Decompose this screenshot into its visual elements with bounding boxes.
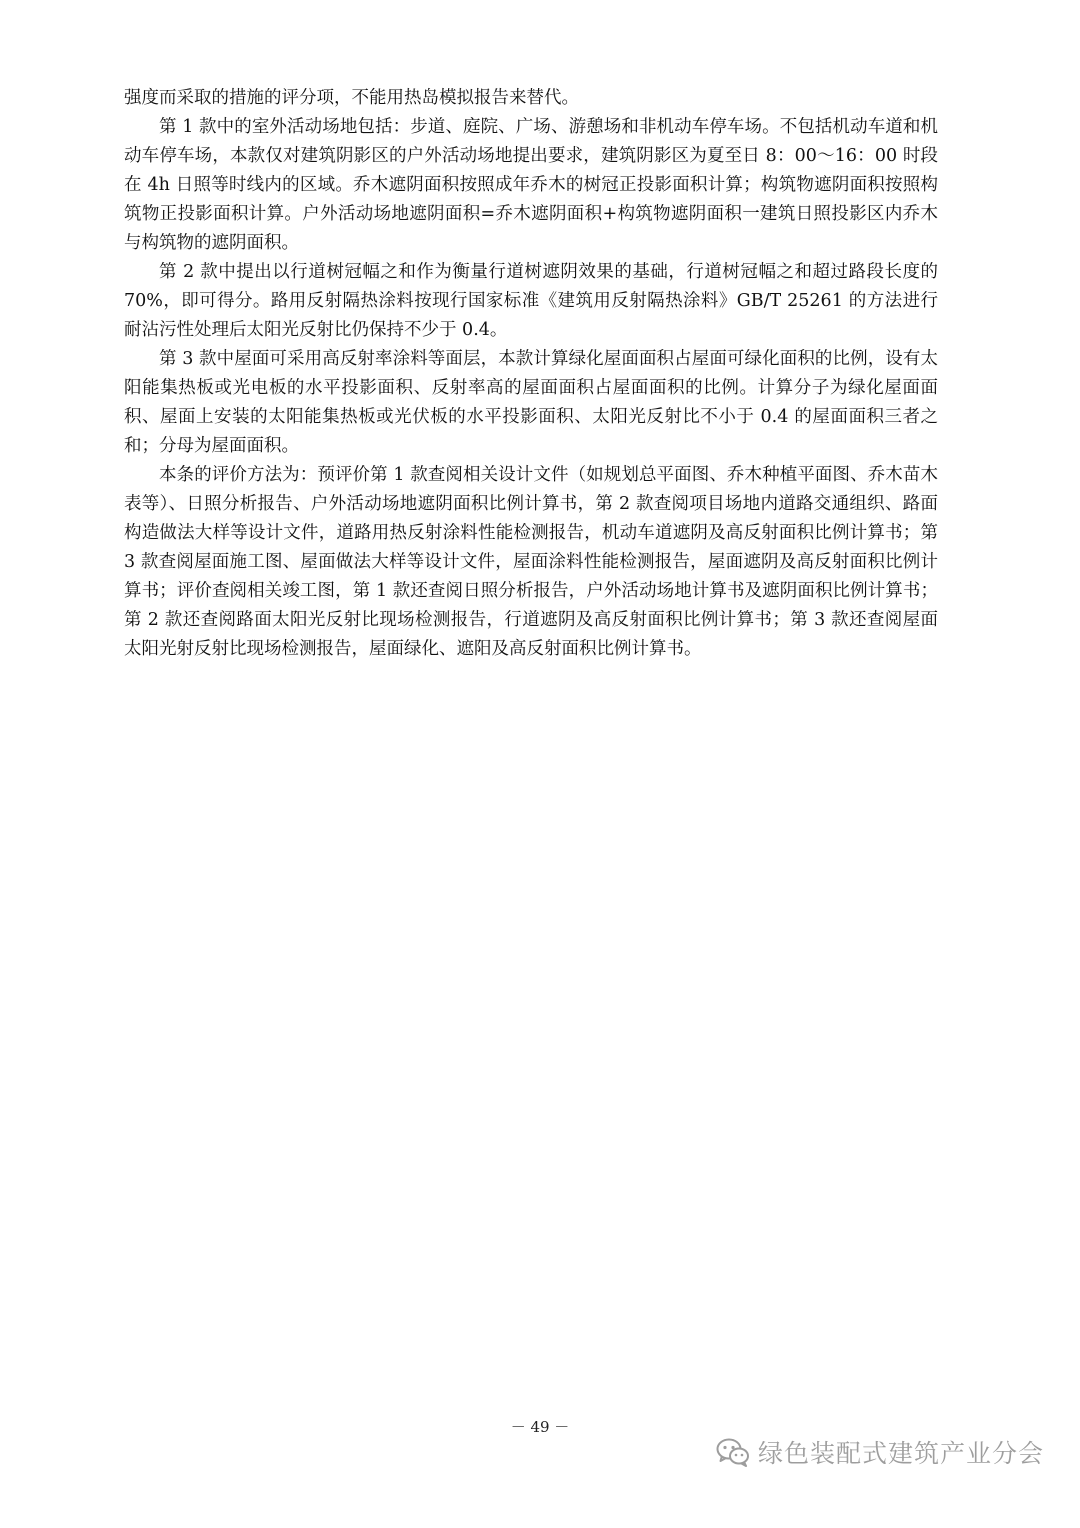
page-number: － 49 －: [510, 1418, 570, 1436]
paragraph-5: 本条的评价方法为：预评价第 1 款查阅相关设计文件（如规划总平面图、乔木种植平面图、乔木苗木表等）、日照分析报告、户外活动场地遮阴面积比例计算书，第 2 款查阅项目场地内道路交通组织、路面构造做法大样等设计文件，道路用热反射涂料性能检测报告，机动车道遮阴及高反射面积比例计算书；第 3 款查阅屋面施工图、屋面做法大样等设计文件，屋面涂料性能检测报告，屋面遮阴及高反射面积比例计算书；评价查阅相关竣工图，第 1 款还查阅日照分析报告，户外活动场地计算书及遮阴面积比例计算书；第 2 款还查阅路面太阳光反射比现场检测报告，行道遮阴及高反射面积比例计算书；第 3 款还查阅屋面太阳光射反射比现场检测报告，屋面绿化、遮阳及高反射面积比例计算书。: [124, 465, 938, 659]
paragraph-4: 第 3 款中屋面可采用高反射率涂料等面层，本款计算绿化屋面面积占屋面可绿化面积的比例，设有太阳能集热板或光电板的水平投影面积、反射率高的屋面面积占屋面面积的比例。计算分子为绿化屋面面积、屋面上安装的太阳能集热板或光伏板的水平投影面积、太阳光反射比不小于 0.4 的屋面面积三者之和；分母为屋面面积。: [124, 349, 938, 456]
watermark: [716, 1432, 1044, 1472]
wechat-icon: [716, 1437, 750, 1467]
paragraph-1: 强度而采取的措施的评分项，不能用热岛模拟报告来替代。: [124, 88, 579, 108]
paragraph-2: 第 1 款中的室外活动场地包括：步道、庭院、广场、游憩场和非机动车停车场。不包括机动车道和机动车停车场，本款仅对建筑阴影区的户外活动场地提出要求，建筑阴影区为夏至日 8：00～16：00 时段在 4h 日照等时线内的区域。乔木遮阴面积按照成年乔木的树冠正投影面积计算；构筑物遮阴面积按照构筑物正投影面积计算。户外活动场地遮阴面积=乔木遮阴面积+构筑物遮阴面积一建筑日照投影区内乔木与构筑物的遮阴面积。: [124, 117, 938, 253]
body-text: [124, 84, 938, 664]
watermark-text: 绿色装配式建筑产业分会: [757, 1439, 1044, 1468]
paragraph-3: 第 2 款中提出以行道树冠幅之和作为衡量行道树遮阴效果的基础，行道树冠幅之和超过路段长度的 70%，即可得分。路用反射隔热涂料按现行国家标准《建筑用反射隔热涂料》GB/T 25261 的方法进行耐沾污性处理后太阳光反射比仍保持不少于 0.4。: [124, 262, 938, 340]
